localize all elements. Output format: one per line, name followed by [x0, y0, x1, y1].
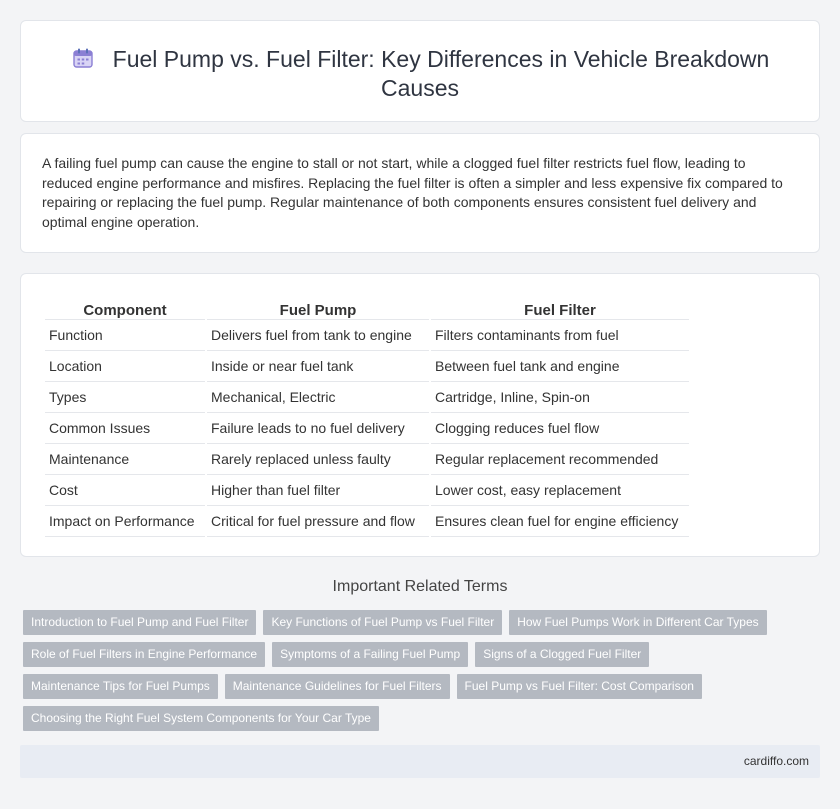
page-title: Fuel Pump vs. Fuel Filter: Key Differences in Vehicle Breakdown Causes [112, 46, 770, 101]
related-terms-tags [23, 610, 813, 738]
comparison-table [43, 296, 691, 537]
footer [20, 745, 820, 778]
related-term-link[interactable]: How Fuel Pumps Work in Different Car Types [509, 610, 766, 635]
table-cell: Location [45, 351, 205, 382]
title-wrap [21, 45, 819, 103]
related-term-link[interactable]: Signs of a Clogged Fuel Filter [475, 642, 649, 667]
table-cell: Inside or near fuel tank [207, 351, 429, 382]
calendar-icon [71, 46, 95, 70]
table-row [45, 382, 689, 413]
related-term-link[interactable]: Role of Fuel Filters in Engine Performance [23, 642, 265, 667]
table-cell: Ensures clean fuel for engine efficiency [431, 506, 689, 537]
tag-row [23, 706, 813, 731]
tag-row [23, 674, 813, 699]
table-cell: Maintenance [45, 444, 205, 475]
tag-row [23, 642, 813, 667]
related-term-link[interactable]: Symptoms of a Failing Fuel Pump [272, 642, 468, 667]
related-term-link[interactable]: Maintenance Tips for Fuel Pumps [23, 674, 218, 699]
intro-card [20, 133, 820, 253]
table-cell: Regular replacement recommended [431, 444, 689, 475]
table-cell: Delivers fuel from tank to engine [207, 320, 429, 351]
table-cell: Critical for fuel pressure and flow [207, 506, 429, 537]
table-cell: Function [45, 320, 205, 351]
related-term-link[interactable]: Fuel Pump vs Fuel Filter: Cost Comparison [457, 674, 702, 699]
related-term-link[interactable]: Key Functions of Fuel Pump vs Fuel Filter [263, 610, 502, 635]
related-term-link[interactable]: Maintenance Guidelines for Fuel Filters [225, 674, 450, 699]
table-cell: Impact on Performance [45, 506, 205, 537]
table-cell: Clogging reduces fuel flow [431, 413, 689, 444]
table-cell: Filters contaminants from fuel [431, 320, 689, 351]
table-cell: Cartridge, Inline, Spin-on [431, 382, 689, 413]
table-header-row [45, 296, 689, 320]
comparison-card [20, 273, 820, 557]
table-cell: Lower cost, easy replacement [431, 475, 689, 506]
table-cell: Between fuel tank and engine [431, 351, 689, 382]
table-row [45, 320, 689, 351]
title-card [20, 20, 820, 122]
header-fuel-pump: Fuel Pump [207, 296, 429, 320]
header-fuel-filter: Fuel Filter [431, 296, 689, 320]
tag-row [23, 610, 813, 635]
related-term-link[interactable]: Choosing the Right Fuel System Components for Your Car Type [23, 706, 379, 731]
table-row [45, 506, 689, 537]
table-row [45, 351, 689, 382]
footer-site-name: cardiffo.com [743, 754, 809, 768]
table-cell: Rarely replaced unless faulty [207, 444, 429, 475]
table-cell: Cost [45, 475, 205, 506]
header-component: Component [45, 296, 205, 320]
table-cell: Types [45, 382, 205, 413]
table-cell: Common Issues [45, 413, 205, 444]
table-row [45, 444, 689, 475]
table-cell: Higher than fuel filter [207, 475, 429, 506]
table-row [45, 475, 689, 506]
table-cell: Mechanical, Electric [207, 382, 429, 413]
table-cell: Failure leads to no fuel delivery [207, 413, 429, 444]
related-terms-heading: Important Related Terms [332, 578, 508, 595]
related-term-link[interactable]: Introduction to Fuel Pump and Fuel Filter [23, 610, 256, 635]
table-row [45, 413, 689, 444]
intro-paragraph: A failing fuel pump can cause the engine to stall or not start, while a clogged fuel filter restricts fuel flow, leading to reduced engine performance and misfires. Replacing the fuel filter is often a simpler and less expensive fix compared to repairing or replacing the fuel pump. Regular maintenance of both components ensures consistent fuel delivery and optimal engine operation. [42, 155, 783, 230]
